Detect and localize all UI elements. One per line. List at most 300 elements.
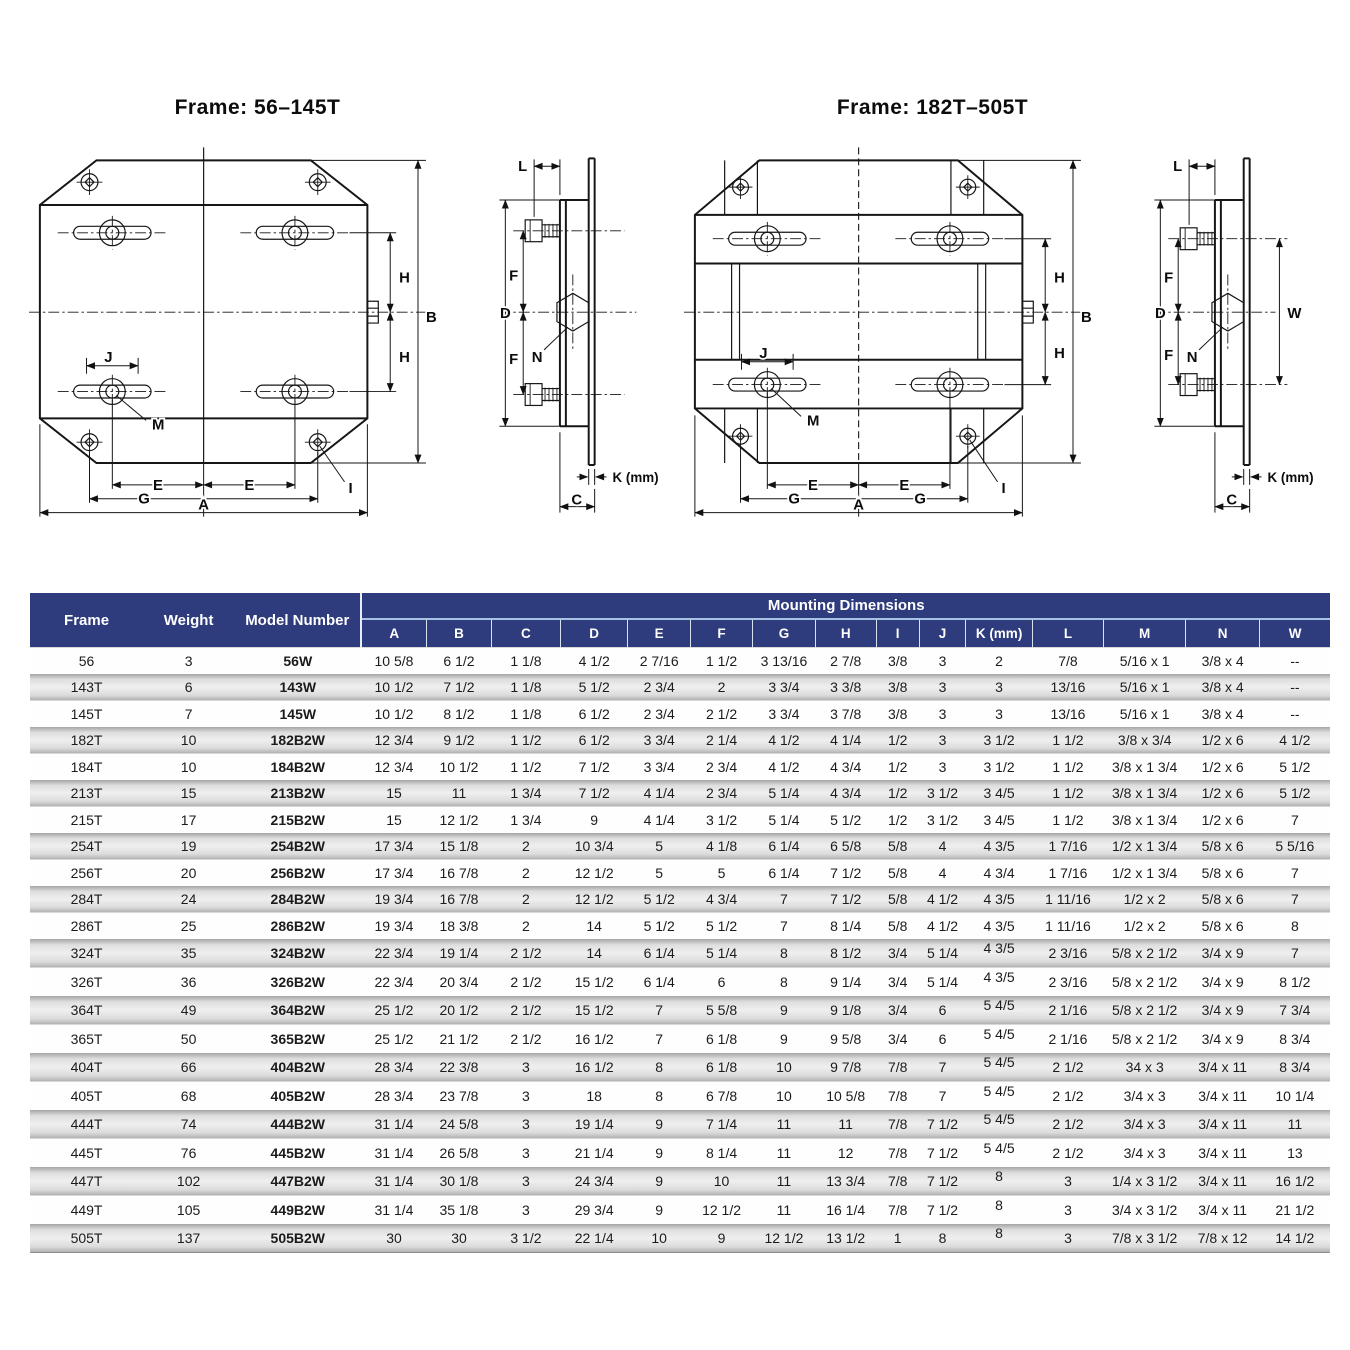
- weight-cell: 3: [143, 648, 234, 675]
- weight-column-header: Weight: [143, 593, 234, 648]
- dimension-cell: 3 3/4: [768, 679, 800, 695]
- spec-table-section: [30, 593, 1330, 1253]
- dimension-cell: 9: [780, 1002, 788, 1018]
- table-row: [30, 833, 1330, 860]
- diagram1-title: Frame: 56–145T: [174, 96, 341, 119]
- dimension-cell: 7: [1260, 860, 1330, 887]
- dimension-cell: 5/8 x 6: [1201, 838, 1244, 854]
- dimension-cell: 9: [560, 807, 628, 834]
- dim-label-k: K (mm): [1267, 469, 1314, 485]
- dimension-cell: 5/8 x 6: [1201, 891, 1244, 907]
- model-number-cell: 143W: [279, 679, 317, 695]
- diagram-frame-56-145t: [25, 96, 680, 534]
- dimension-cell: 5 1/2: [1260, 754, 1330, 781]
- dimension-cell: 4 1/4: [830, 732, 862, 748]
- dimension-cell: 1 11/16: [1032, 913, 1104, 940]
- bolt-top: [1168, 228, 1287, 250]
- dimension-cell: 5 1/2: [628, 913, 690, 940]
- frame-cell: 143T: [70, 679, 103, 695]
- dimension-cell: 3: [1064, 1173, 1072, 1189]
- dimension-cell: 1/4 x 3 1/2: [1111, 1173, 1178, 1189]
- dimension-cell: 11: [776, 1116, 792, 1132]
- dim-label-f-bot: F: [509, 351, 519, 368]
- dimension-cell: 10 1/4: [1260, 1082, 1330, 1111]
- dimension-cell: 9: [717, 1230, 726, 1246]
- dimension-cell: 5 1/2: [643, 891, 675, 907]
- dim-label-g: G: [138, 491, 150, 508]
- dimension-cell: 17 3/4: [361, 860, 426, 887]
- dimension-cell: 5 1/4: [926, 945, 959, 961]
- dimension-cell: 3: [522, 1173, 530, 1189]
- dimension-cell: 3: [1064, 1230, 1072, 1246]
- weight-cell: 50: [143, 1025, 234, 1054]
- dimension-cell: 12 1/2: [560, 860, 628, 887]
- dimension-cell: 5 4/5: [966, 1082, 1032, 1111]
- diagram1-drawing: [25, 134, 680, 534]
- dimension-cell: 15 1/2: [560, 968, 628, 997]
- dimension-cell: 3/8 x 4: [1186, 648, 1260, 675]
- dimension-cell: 19 3/4: [361, 913, 426, 940]
- dimension-cell: 4 1/2: [560, 648, 628, 675]
- dimension-cell: 5: [690, 860, 752, 887]
- dimension-cell: 8: [995, 1225, 1003, 1241]
- dim-label-m: M: [807, 413, 820, 430]
- table-row: [30, 648, 1330, 675]
- weight-cell: 105: [143, 1196, 234, 1225]
- dimension-cell: 5/8: [887, 891, 908, 907]
- model-number-cell: 284B2W: [270, 891, 326, 907]
- side-view-dimensions: [1154, 159, 1313, 512]
- dim-label-e-right: E: [244, 477, 255, 494]
- model-number-cell: 449B2W: [234, 1196, 361, 1225]
- dimension-cell: 2 1/2: [1032, 1082, 1104, 1111]
- dim-label-e-left: E: [153, 477, 163, 494]
- dimension-cell: 5/16 x 1: [1104, 701, 1186, 728]
- model-number-cell: 404B2W: [270, 1059, 326, 1075]
- dimension-cell: 18 3/8: [426, 913, 491, 940]
- weight-cell: 17: [143, 807, 234, 834]
- weight-cell: 15: [180, 785, 197, 801]
- dimension-cell: 28 3/4: [374, 1059, 414, 1075]
- dimension-cell: 21 1/4: [560, 1139, 628, 1168]
- dimension-cell: 3: [938, 679, 947, 695]
- dimension-cell: 3: [522, 1116, 530, 1132]
- dimension-cell: 11: [1287, 1116, 1303, 1132]
- dimension-cell: 1/2 x 2: [1123, 891, 1166, 907]
- dim-column-header: W: [1260, 619, 1330, 648]
- dimension-cell: 30 1/8: [439, 1173, 479, 1189]
- dimension-cell: 5 1/4: [919, 968, 966, 997]
- dimension-cell: 3/4 x 11: [1186, 1139, 1260, 1168]
- frame-column-header: Frame: [30, 593, 143, 648]
- dimension-cell: 17 3/4: [374, 838, 414, 854]
- model-number-cell: 365B2W: [234, 1025, 361, 1054]
- dimension-cell: 8 3/4: [1260, 1025, 1330, 1054]
- dimension-cell: 8: [938, 1230, 947, 1246]
- dimension-cell: 10 5/8: [361, 648, 426, 675]
- dimension-cell: 2 1/2: [510, 945, 542, 961]
- dimension-cell: 3 3/4: [628, 754, 690, 781]
- dimension-cell: 1: [893, 1230, 902, 1246]
- dimension-cell: 3/4 x 9: [1201, 945, 1244, 961]
- dimension-cell: 7 1/2: [815, 860, 876, 887]
- dimension-cell: 1 3/4: [510, 785, 542, 801]
- dimension-cell: 4 1/4: [628, 807, 690, 834]
- dim-label-g-left: G: [788, 491, 800, 508]
- dimension-cell: 4 1/4: [643, 785, 675, 801]
- frame-cell: 324T: [70, 945, 103, 961]
- dimension-cell: 3/4: [887, 1002, 908, 1018]
- dimension-cell: 1 11/16: [1045, 891, 1091, 907]
- dimension-cell: 2 1/4: [705, 732, 738, 748]
- dimension-cell: 20 1/2: [439, 1002, 479, 1018]
- table-row: [30, 727, 1330, 754]
- frame-cell: 215T: [30, 807, 143, 834]
- dimension-cell: 31 1/4: [374, 1173, 414, 1189]
- dimension-cell: 5/16 x 1: [1104, 648, 1186, 675]
- dimension-cell: 12 3/4: [361, 754, 426, 781]
- frame-cell: 447T: [70, 1173, 103, 1189]
- dimension-cell: 2 1/2: [690, 701, 752, 728]
- dimension-cell: 8 3/4: [1279, 1059, 1311, 1075]
- dimension-cell: 2: [717, 679, 726, 695]
- dim-column-header: B: [426, 619, 491, 648]
- dimension-cell: 3: [1032, 1196, 1104, 1225]
- model-number-cell: 254B2W: [270, 838, 326, 854]
- dimension-cell: 10 5/8: [815, 1082, 876, 1111]
- dim-label-b: B: [425, 310, 437, 327]
- dimension-cell: 30: [451, 1230, 467, 1246]
- dimension-cell: --: [1260, 701, 1330, 728]
- table-row: [30, 754, 1330, 781]
- dimension-cell: 4 3/5: [983, 838, 1015, 854]
- dimension-cell: 14 1/2: [1275, 1230, 1315, 1246]
- frame-cell: 444T: [70, 1116, 103, 1132]
- dimension-cell: 3/8: [887, 679, 908, 695]
- dim-label-j: J: [759, 345, 768, 362]
- dimension-cell: 1/2: [876, 754, 919, 781]
- dimension-cell: 21 1/2: [426, 1025, 491, 1054]
- dimension-cell: 3/4 x 3: [1123, 1116, 1166, 1132]
- dim-label-h-bot: H: [1054, 345, 1065, 362]
- dimension-cell: 2 3/16: [1048, 945, 1088, 961]
- dimension-cell: 2: [522, 891, 530, 907]
- dimension-cell: 5/8 x 6: [1186, 913, 1260, 940]
- frame-cell: 213T: [70, 785, 103, 801]
- dimension-cell: 3 1/2: [919, 807, 966, 834]
- dimension-cell: 31 1/4: [361, 1196, 426, 1225]
- diagrams-section: [25, 96, 1335, 534]
- dimension-cell: 5 4/5: [966, 1025, 1032, 1054]
- dimension-cell: 3/8 x 3/4: [1117, 732, 1172, 748]
- dimension-cell: 31 1/4: [374, 1116, 414, 1132]
- dimension-cell: 1 1/2: [1052, 785, 1084, 801]
- dimension-cell: 7: [628, 1025, 690, 1054]
- dimension-cell: 19 1/4: [574, 1116, 614, 1132]
- table-row: [30, 860, 1330, 887]
- front-view-plate: [29, 147, 426, 463]
- dimension-cell: 5: [655, 838, 664, 854]
- dimension-cell: 4 3/5: [983, 940, 1015, 956]
- dimension-cell: 10: [651, 1230, 667, 1246]
- dim-label-f-bot: F: [1164, 347, 1174, 364]
- dimension-cell: 3/4: [876, 1025, 919, 1054]
- frame-cell: 405T: [30, 1082, 143, 1111]
- dimension-cell: 2 1/2: [491, 968, 560, 997]
- dimension-cell: 8 1/4: [815, 913, 876, 940]
- frame-cell: 449T: [30, 1196, 143, 1225]
- table-header: [30, 593, 1330, 648]
- dimension-cell: 31 1/4: [361, 1139, 426, 1168]
- table-row: [30, 674, 1330, 701]
- dimension-cell: 9 1/4: [815, 968, 876, 997]
- dimension-cell: 3/4 x 9: [1186, 968, 1260, 997]
- frame-cell: 254T: [70, 838, 103, 854]
- dimension-cell: 5 4/5: [983, 997, 1015, 1013]
- dimension-cell: 25 1/2: [374, 1002, 414, 1018]
- dimension-cell: 3/4: [887, 945, 908, 961]
- dimension-cell: 4 1/2: [753, 754, 815, 781]
- dimension-cell: 10 3/4: [574, 838, 614, 854]
- dim-column-header: N: [1186, 619, 1260, 648]
- model-number-cell: 364B2W: [270, 1002, 326, 1018]
- dimension-cell: 2: [522, 838, 530, 854]
- dimension-cell: 5/8 x 2 1/2: [1111, 945, 1178, 961]
- dimension-cell: 4 3/4: [830, 785, 862, 801]
- model-number-cell: 286B2W: [234, 913, 361, 940]
- dimension-cell: 10 1/2: [361, 701, 426, 728]
- table-row: [30, 1224, 1330, 1253]
- dimension-cell: 7/8: [876, 1196, 919, 1225]
- dimension-cell: 8: [628, 1082, 690, 1111]
- dimension-cell: 6 1/2: [426, 648, 491, 675]
- dimension-cell: 6 1/8: [690, 1025, 752, 1054]
- dim-column-header: K (mm): [966, 619, 1032, 648]
- dimension-cell: 1/2 x 2: [1104, 913, 1186, 940]
- frame-cell: 364T: [70, 1002, 103, 1018]
- dim-label-b: B: [1080, 310, 1092, 327]
- model-number-cell: 324B2W: [270, 945, 326, 961]
- dimension-cell: 12 1/2: [764, 1230, 804, 1246]
- dimension-cell: 3/4 x 11: [1198, 1173, 1248, 1189]
- dimension-cell: 9 1/2: [443, 732, 475, 748]
- dimension-cell: 2 3/4: [690, 754, 752, 781]
- dimension-cell: 1 1/2: [1052, 732, 1084, 748]
- dimension-cell: 1/2 x 6: [1186, 807, 1260, 834]
- dimension-cell: 7: [780, 891, 788, 907]
- dimension-cell: 22 3/4: [374, 945, 414, 961]
- dimension-cell: 16 7/8: [439, 891, 479, 907]
- side-view-bracket: [1168, 158, 1287, 465]
- dimension-cell: 1/2 x 1 3/4: [1104, 860, 1186, 887]
- dimension-cell: 3 3/8: [830, 679, 862, 695]
- diagram-frame-182t-505t: [680, 96, 1335, 534]
- dimension-cell: 3: [491, 1139, 560, 1168]
- dimension-cell: 3: [966, 701, 1032, 728]
- dimension-cell: 1/2: [887, 785, 908, 801]
- dimension-cell: 5 1/4: [705, 945, 738, 961]
- dimension-cell: 3: [938, 732, 947, 748]
- dimension-cell: 6 1/4: [643, 945, 675, 961]
- dimension-cell: 30: [386, 1230, 402, 1246]
- dim-label-a: A: [853, 497, 865, 514]
- dim-column-header: I: [876, 619, 919, 648]
- table-row: [30, 1053, 1330, 1082]
- dimension-cell: 3 3/4: [753, 701, 815, 728]
- dimension-cell: --: [1290, 679, 1300, 695]
- dimension-cell: 4 1/2: [1279, 732, 1311, 748]
- dimension-cell: 4: [938, 838, 947, 854]
- dim-column-header: D: [560, 619, 628, 648]
- dimension-cell: 5/8: [876, 913, 919, 940]
- weight-cell: 68: [143, 1082, 234, 1111]
- dimension-cell: 4 1/2: [919, 913, 966, 940]
- dim-label-i: I: [348, 480, 353, 497]
- dimension-cell: 5 4/5: [966, 1139, 1032, 1168]
- mounting-dimensions-header: Mounting Dimensions: [361, 593, 1330, 619]
- dimension-cell: 2 1/2: [1052, 1059, 1084, 1075]
- dimension-cell: 3/4 x 11: [1186, 1196, 1260, 1225]
- dimension-cell: 4 3/5: [966, 968, 1032, 997]
- weight-cell: 10: [143, 754, 234, 781]
- side-view-bracket: [513, 158, 624, 465]
- dimension-cell: 2 3/4: [628, 701, 690, 728]
- dimension-cell: 22 3/8: [439, 1059, 479, 1075]
- dimension-cell: 3 7/8: [815, 701, 876, 728]
- dimension-cell: 12 1/2: [426, 807, 491, 834]
- dimension-cell: 7 1/2: [926, 1173, 959, 1189]
- dimension-cell: 6 1/2: [578, 732, 610, 748]
- dimension-cell: 5 4/5: [983, 1111, 1015, 1127]
- dimension-cell: 11: [451, 785, 467, 801]
- table-row: [30, 913, 1330, 940]
- dimension-cell: 3/4 x 11: [1198, 1116, 1248, 1132]
- dimension-cell: 14: [560, 913, 628, 940]
- frame-cell: 286T: [30, 913, 143, 940]
- dim-label-w: W: [1287, 306, 1302, 323]
- dim-label-k: K (mm): [612, 469, 659, 485]
- dimension-cell: 3 1/2: [983, 732, 1015, 748]
- dimension-cell: 6 1/4: [628, 968, 690, 997]
- dimension-cell: 3 3/4: [643, 732, 675, 748]
- dimension-cell: 9: [753, 1025, 815, 1054]
- weight-cell: 19: [180, 838, 197, 854]
- dimension-cell: 1 1/8: [491, 648, 560, 675]
- weight-cell: 49: [180, 1002, 197, 1018]
- dimension-cell: 4 1/2: [768, 732, 800, 748]
- dimension-cell: 12 1/2: [574, 891, 614, 907]
- dimension-cell: 22 3/4: [361, 968, 426, 997]
- dimension-cell: 6 5/8: [830, 838, 862, 854]
- dimension-cell: 5/8 x 2 1/2: [1104, 968, 1186, 997]
- dimension-cell: 3 4/5: [983, 785, 1015, 801]
- dimension-cell: 1 7/16: [1032, 860, 1104, 887]
- dimension-cell: 3 13/16: [753, 648, 815, 675]
- dimension-cell: 7 1/4: [705, 1116, 738, 1132]
- dim-label-n: N: [531, 349, 543, 366]
- dimension-cell: 7/8: [887, 1173, 908, 1189]
- dimension-cell: 3: [919, 754, 966, 781]
- dimension-cell: 20 3/4: [426, 968, 491, 997]
- weight-cell: 7: [143, 701, 234, 728]
- dimension-cell: 7 1/2: [560, 754, 628, 781]
- dimension-cell: 1/2 x 6: [1186, 754, 1260, 781]
- frame-cell: 184T: [30, 754, 143, 781]
- dimension-cell: 8 1/4: [690, 1139, 752, 1168]
- model-number-cell: 256B2W: [234, 860, 361, 887]
- dimension-cell: 2 3/4: [643, 679, 675, 695]
- frame-cell: 365T: [30, 1025, 143, 1054]
- dimension-cell: 11: [753, 1139, 815, 1168]
- dimension-cell: 2: [491, 860, 560, 887]
- dimension-cell: 29 3/4: [560, 1196, 628, 1225]
- dimension-cell: 3: [491, 1082, 560, 1111]
- diagram2-title: Frame: 182T–505T: [836, 96, 1029, 119]
- dimension-cell: 7 1/2: [919, 1139, 966, 1168]
- dimension-cell: 7/8: [887, 1059, 908, 1075]
- dimension-cell: 5/8: [887, 838, 908, 854]
- frame-cell: 505T: [70, 1230, 103, 1246]
- bolt-top: [513, 220, 624, 242]
- dimension-cell: 10 1/2: [374, 679, 414, 695]
- dimension-cell: 3/8 x 1 3/4: [1104, 754, 1186, 781]
- dim-column-header: G: [753, 619, 815, 648]
- dimension-cell: 8 1/2: [426, 701, 491, 728]
- dimension-cell: 7: [1290, 891, 1299, 907]
- table-row: [30, 939, 1330, 968]
- dimension-cell: 6: [690, 968, 752, 997]
- model-number-column-header: Model Number: [234, 593, 361, 648]
- dimension-cell: 1 1/8: [510, 679, 542, 695]
- dimension-cell: 2 7/8: [815, 648, 876, 675]
- corner-mounting-holes: [729, 175, 980, 448]
- weight-cell: 25: [143, 913, 234, 940]
- dimension-cell: 28 3/4: [361, 1082, 426, 1111]
- dimension-cell: 3/4 x 9: [1186, 1025, 1260, 1054]
- table-row: [30, 1110, 1330, 1139]
- dimension-cell: 3/8 x 1 3/4: [1104, 807, 1186, 834]
- dimension-cell: 1 1/2: [1032, 754, 1104, 781]
- dim-label-a: A: [198, 497, 210, 514]
- dimension-cell: 1 3/4: [491, 807, 560, 834]
- dimension-cell: 5 1/2: [1279, 785, 1311, 801]
- dimension-cell: 8: [753, 968, 815, 997]
- dimension-cell: 8 1/2: [1260, 968, 1330, 997]
- weight-cell: 20: [143, 860, 234, 887]
- table-row: [30, 1139, 1330, 1168]
- dimension-cell: 1/2 x 1 3/4: [1111, 838, 1178, 854]
- dimension-cell: 4: [919, 860, 966, 887]
- model-number-cell: 215B2W: [234, 807, 361, 834]
- dimension-cell: 2 1/2: [1032, 1139, 1104, 1168]
- dimension-cell: 1 1/2: [510, 732, 542, 748]
- dimension-cell: 1 1/2: [491, 754, 560, 781]
- dimension-cell: 15 1/8: [439, 838, 479, 854]
- dimension-cell: 4 3/5: [966, 913, 1032, 940]
- dim-label-g-right: G: [914, 491, 926, 508]
- dimension-cell: 2: [491, 913, 560, 940]
- dimension-cell: 7/8 x 12: [1197, 1230, 1248, 1246]
- dimension-cell: 2 7/16: [628, 648, 690, 675]
- dimension-cell: 4 3/4: [966, 860, 1032, 887]
- dimension-cell: 12: [815, 1139, 876, 1168]
- dimension-cell: 18: [560, 1082, 628, 1111]
- dimension-cell: 10: [713, 1173, 730, 1189]
- dimension-cell: 5 5/8: [705, 1002, 738, 1018]
- dimension-cell: 7: [919, 1082, 966, 1111]
- dim-column-header: J: [919, 619, 966, 648]
- dimension-cell: 4 3/5: [983, 891, 1015, 907]
